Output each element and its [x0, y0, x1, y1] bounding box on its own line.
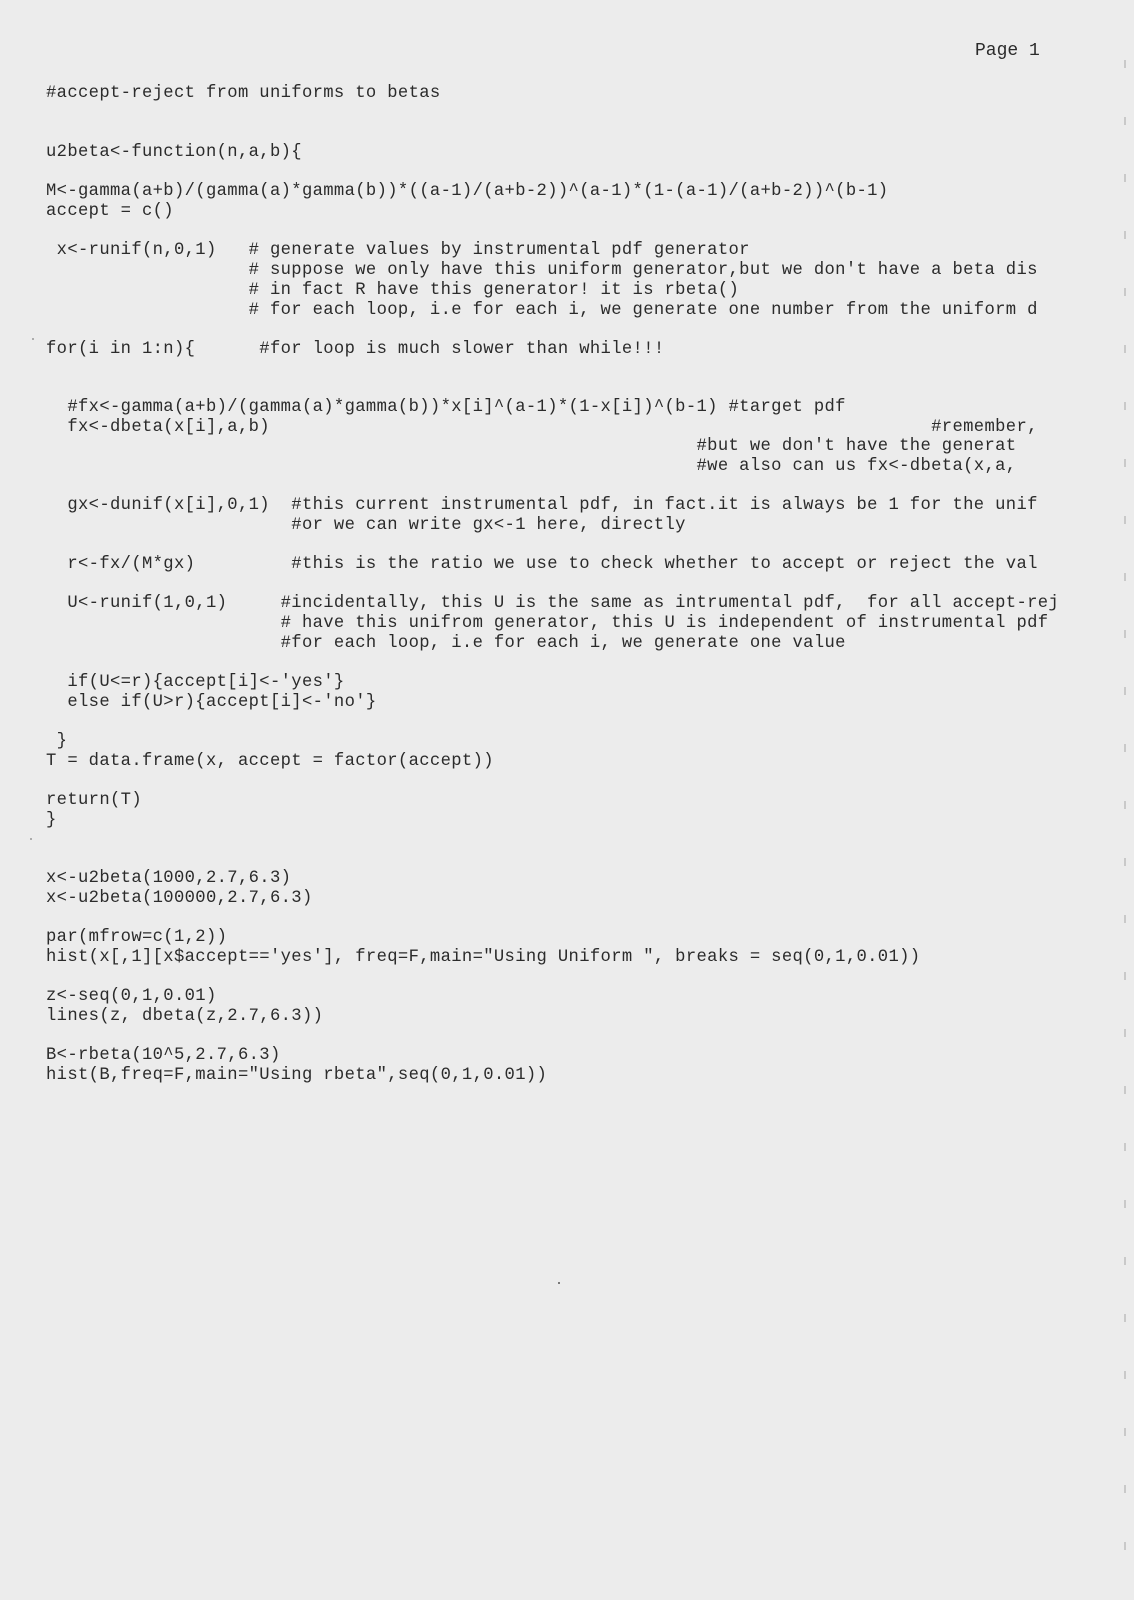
edge-tick: [1124, 1314, 1126, 1322]
edge-tick: [1124, 174, 1126, 182]
scan-speck: [32, 338, 34, 340]
code-line: accept = c(): [46, 202, 174, 221]
edge-tick: [1124, 744, 1126, 752]
code-line: return(T): [46, 791, 142, 810]
edge-tick: [1124, 1542, 1126, 1550]
edge-tick: [1124, 1257, 1126, 1265]
code-line: else if(U>r){accept[i]<-'no'}: [46, 693, 377, 712]
edge-tick: [1124, 1029, 1126, 1037]
edge-tick: [1124, 516, 1126, 524]
code-line: hist(x[,1][x$accept=='yes'], freq=F,main="Using Uniform ", breaks = seq(0,1,0.01)): [46, 948, 921, 967]
edge-tick: [1124, 288, 1126, 296]
edge-tick: [1124, 459, 1126, 467]
code-line: U<-runif(1,0,1) #incidentally, this U is the same as intrumental pdf, for all accept-rej: [46, 594, 1060, 613]
code-line: for(i in 1:n){ #for loop is much slower than while!!!: [46, 340, 665, 359]
page-number: Page 1: [975, 41, 1040, 61]
code-line: x<-u2beta(1000,2.7,6.3): [46, 869, 292, 888]
edge-tick: [1124, 630, 1126, 638]
code-line: fx<-dbeta(x[i],a,b) #remember,: [46, 418, 1038, 437]
code-line: x<-u2beta(100000,2.7,6.3): [46, 889, 313, 908]
edge-tick: [1124, 402, 1126, 410]
code-line: hist(B,freq=F,main="Using rbeta",seq(0,1,0.01)): [46, 1066, 548, 1085]
edge-tick: [1124, 687, 1126, 695]
edge-tick: [1124, 1200, 1126, 1208]
edge-tick: [1124, 231, 1126, 239]
edge-tick: [1124, 1371, 1126, 1379]
edge-tick: [1124, 801, 1126, 809]
edge-tick: [1124, 1428, 1126, 1436]
edge-tick: [1124, 60, 1126, 68]
code-line: }: [46, 732, 68, 751]
edge-tick: [1124, 858, 1126, 866]
code-line: #or we can write gx<-1 here, directly: [46, 516, 686, 535]
edge-tick: [1124, 915, 1126, 923]
code-line: # for each loop, i.e for each i, we generate one number from the uniform d: [46, 301, 1038, 320]
scan-speck: [558, 1282, 560, 1284]
scan-edge-marks: [1120, 0, 1126, 1600]
edge-tick: [1124, 117, 1126, 125]
code-line: #but we don't have the generat: [46, 437, 1017, 456]
code-line: T = data.frame(x, accept = factor(accept)): [46, 752, 494, 771]
code-line: gx<-dunif(x[i],0,1) #this current instrumental pdf, in fact.it is always be 1 for the unif: [46, 496, 1038, 515]
edge-tick: [1124, 345, 1126, 353]
code-line: x<-runif(n,0,1) # generate values by instrumental pdf generator: [46, 241, 750, 260]
code-line: #for each loop, i.e for each i, we generate one value: [46, 634, 846, 653]
code-line: # have this unifrom generator, this U is independent of instrumental pdf: [46, 614, 1049, 633]
code-line: u2beta<-function(n,a,b){: [46, 143, 302, 162]
code-line: # in fact R have this generator! it is rbeta(): [46, 281, 740, 300]
code-line: #we also can us fx<-dbeta(x,a,: [46, 457, 1017, 476]
code-line: # suppose we only have this uniform generator,but we don't have a beta dis: [46, 261, 1038, 280]
edge-tick: [1124, 573, 1126, 581]
code-line: B<-rbeta(10^5,2.7,6.3): [46, 1046, 281, 1065]
code-line: }: [46, 811, 57, 830]
code-line: r<-fx/(M*gx) #this is the ratio we use to check whether to accept or reject the val: [46, 555, 1038, 574]
code-line: par(mfrow=c(1,2)): [46, 928, 228, 947]
edge-tick: [1124, 1485, 1126, 1493]
code-line: z<-seq(0,1,0.01): [46, 987, 217, 1006]
scan-speck: [30, 838, 32, 840]
code-line: #accept-reject from uniforms to betas: [46, 84, 441, 103]
code-line: M<-gamma(a+b)/(gamma(a)*gamma(b))*((a-1)/(a+b-2))^(a-1)*(1-(a-1)/(a+b-2))^(b-1): [46, 182, 889, 201]
code-line: if(U<=r){accept[i]<-'yes'}: [46, 673, 345, 692]
code-line: lines(z, dbeta(z,2.7,6.3)): [46, 1007, 324, 1026]
edge-tick: [1124, 1086, 1126, 1094]
code-line: #fx<-gamma(a+b)/(gamma(a)*gamma(b))*x[i]^(a-1)*(1-x[i])^(b-1) #target pdf: [46, 398, 846, 417]
edge-tick: [1124, 1143, 1126, 1151]
edge-tick: [1124, 972, 1126, 980]
